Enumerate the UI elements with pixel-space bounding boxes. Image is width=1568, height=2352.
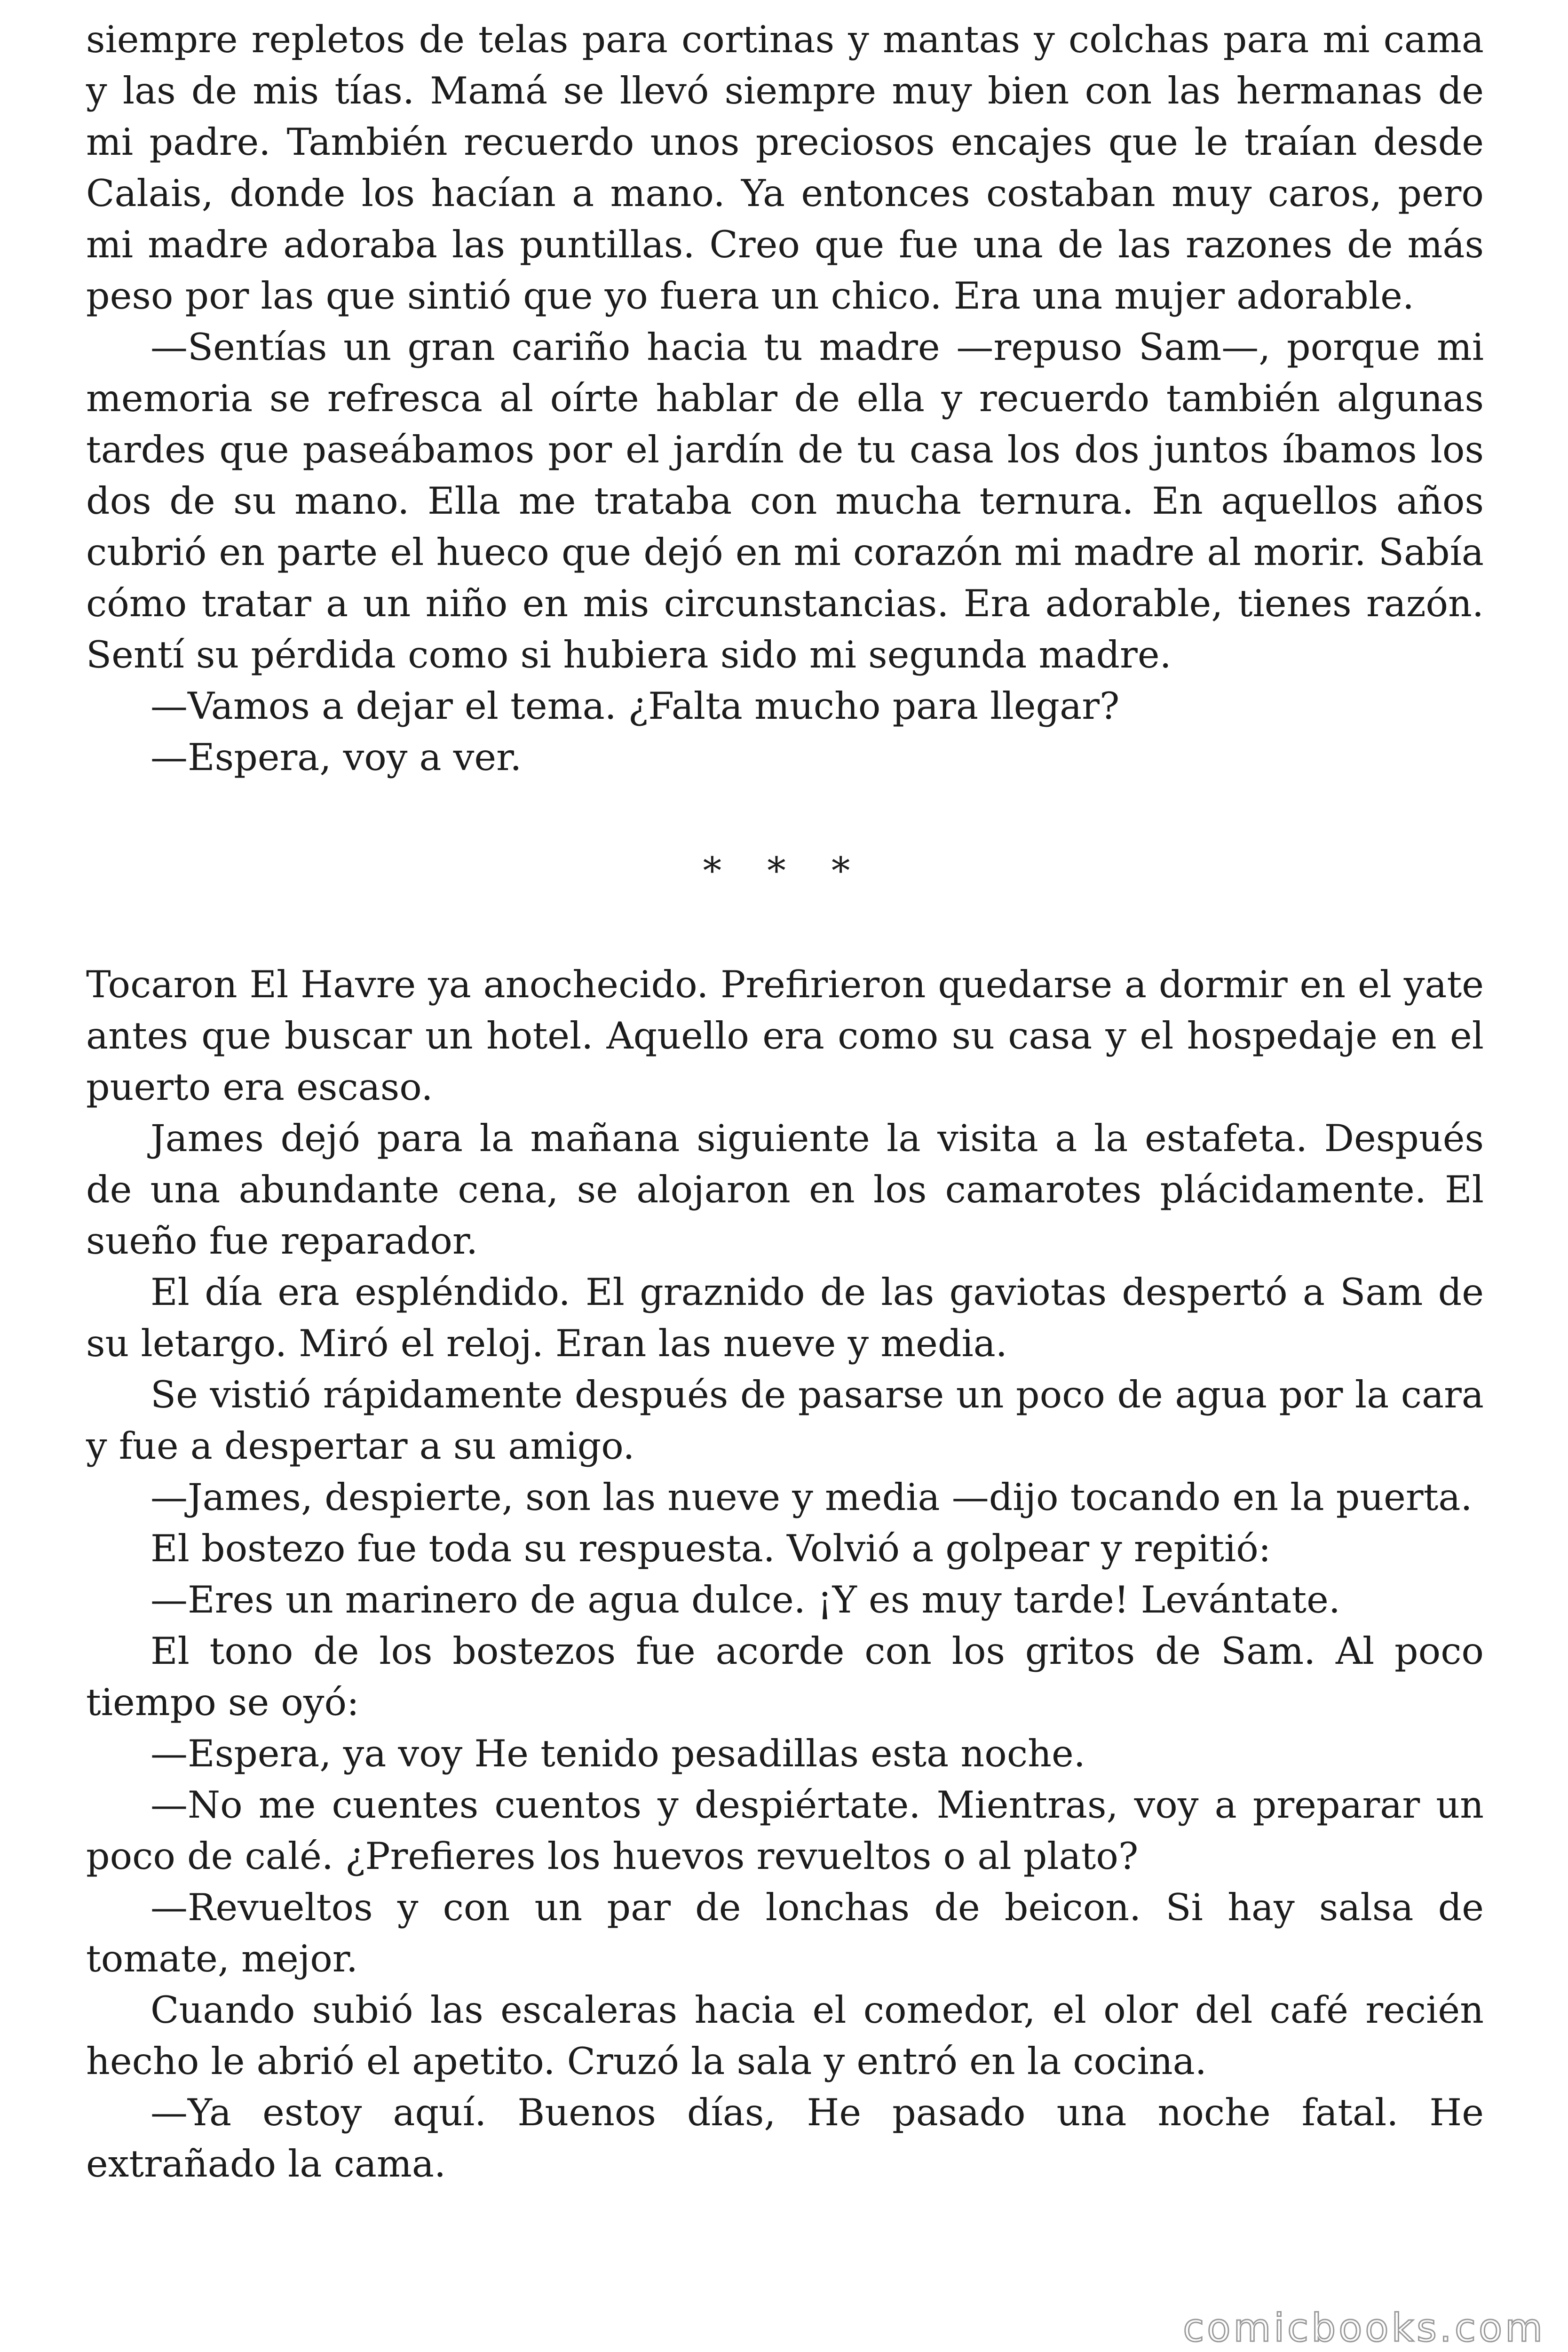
paragraph: El bostezo fue toda su respuesta. Volvió a golpear y repitió: [150, 1527, 1271, 1570]
paragraph: —Ya estoy aquí. Buenos días, He pasado una noche fatal. He extrañado la cama. [86, 2091, 1484, 2185]
paragraph: James dejó para la mañana siguiente la visita a la estafeta. Después de una abundante cena, se alojaron en los camarotes plácidamente. El sueño fue reparador. [86, 1117, 1484, 1263]
paragraph: —Espera, ya voy He tenido pesadillas esta noche. [150, 1732, 1085, 1775]
paragraph: —Espera, voy a ver. [150, 736, 522, 779]
paragraph: Tocaron El Havre ya anochecido. Prefirieron quedarse a dormir en el yate antes que buscar un hotel. Aquello era como su casa y el hospedaje en el puerto era escaso. [86, 963, 1484, 1109]
paragraph: —Revueltos y con un par de lonchas de beicon. Si hay salsa de tomate, mejor. [86, 1886, 1484, 1980]
section-break: * * * [703, 849, 867, 892]
paragraph: Se vistió rápidamente después de pasarse un poco de agua por la cara y fue a despertar a su amigo. [86, 1373, 1484, 1468]
paragraph: —Sentías un gran cariño hacia tu madre —repuso Sam—, porque mi memoria se refresca al oírte hablar de ella y recuerdo también algunas tardes que paseábamos por el jardín de tu casa los dos juntos íbamos los dos de su mano. Ella me trataba con mucha ternura. En aquellos años cubrió en parte el hueco que dejó en mi corazón mi madre al morir. Sabía cómo tratar a un niño en mis circunstancias. Era adorable, tienes razón. Sentí su pérdida como si hubiera sido mi segunda madre. [86, 326, 1484, 676]
watermark: comicbooks.com [1183, 2306, 1545, 2351]
book-page [86, 14, 1484, 2190]
paragraph: —Eres un marinero de agua dulce. ¡Y es muy tarde! Levántate. [150, 1578, 1340, 1621]
paragraph: —Vamos a dejar el tema. ¿Falta mucho para llegar? [150, 684, 1120, 728]
paragraph: —No me cuentes cuentos y despiértate. Mientras, voy a preparar un poco de calé. ¿Prefieres los huevos revueltos o al plato? [86, 1783, 1484, 1878]
paragraph: Cuando subió las escaleras hacia el comedor, el olor del café recién hecho le abrió el apetito. Cruzó la sala y entró en la cocina. [86, 1988, 1484, 2083]
paragraph: El tono de los bostezos fue acorde con los gritos de Sam. Al poco tiempo se oyó: [86, 1629, 1484, 1724]
paragraph: —James, despierte, son las nueve y media —dijo tocando en la puerta. [150, 1476, 1473, 1519]
paragraph: El día era espléndido. El graznido de las gaviotas despertó a Sam de su letargo. Miró el reloj. Eran las nueve y media. [86, 1271, 1484, 1365]
paragraph: siempre repletos de telas para cortinas y mantas y colchas para mi cama y las de mis tías. Mamá se llevó siempre muy bien con las hermanas de mi padre. También recuerdo unos preciosos encajes que le traían desde Calais, donde los hacían a mano. Ya entonces costaban muy caros, pero mi madre adoraba las puntillas. Creo que fue una de las razones de más peso por las que sintió que yo fuera un chico. Era una mujer adorable. [86, 18, 1484, 318]
